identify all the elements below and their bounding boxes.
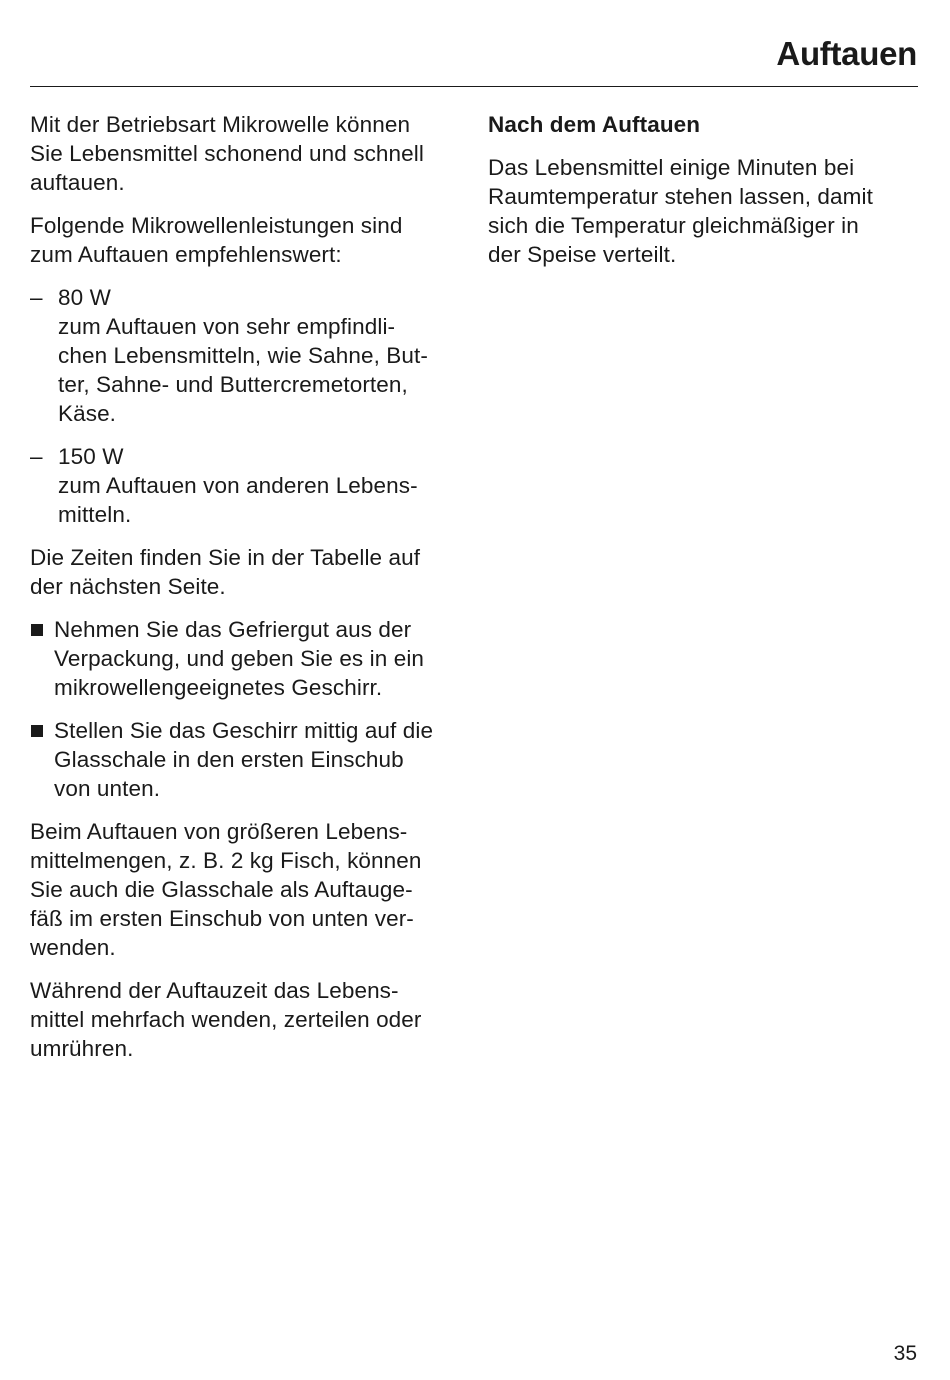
text-line: fäß im ersten Einschub von unten ver- [30,906,414,931]
text-line: Verpackung, und geben Sie es in ein [54,646,425,671]
text-line: mikrowellengeeignetes Geschirr. [54,675,383,700]
intro-paragraph [30,110,470,197]
section-heading: Nach dem Auftauen [488,112,701,137]
text-line: Glasschale in den ersten Einschub [54,747,404,772]
after-thawing-paragraph [488,153,908,269]
text-line: Das Lebensmittel einige Minuten bei [488,155,855,180]
text-line: Sie auch die Glasschale als Auftauge- [30,877,413,902]
power-item-150w [30,442,470,529]
text-line: von unten. [54,776,161,801]
page-title: Auftauen [776,35,917,72]
square-bullet-icon [31,725,43,737]
large-quantities-paragraph [30,817,470,962]
text-line: Folgende Mikrowellenleistungen sind [30,213,403,238]
instruction-step [30,716,470,803]
text-line: Mit der Betriebsart Mikrowelle können [30,112,411,137]
dash-marker: – [30,285,43,310]
text-line: Während der Auftauzeit das Lebens- [30,978,399,1003]
text-line: Stellen Sie das Geschirr mittig auf die [54,718,434,743]
text-line: ter, Sahne- und Buttercremetorten, [58,372,408,397]
square-bullet-icon [31,624,43,636]
text-line: Käse. [58,401,117,426]
power-value: 150 W [58,444,124,469]
left-column [30,110,470,1077]
turning-paragraph [30,976,470,1063]
text-line: der nächsten Seite. [30,574,226,599]
text-line: mittelmengen, z. B. 2 kg Fisch, können [30,848,422,873]
text-line: umrühren. [30,1036,134,1061]
power-item-80w [30,283,470,428]
times-note-paragraph [30,543,470,601]
power-value: 80 W [58,285,111,310]
right-column [488,110,908,283]
text-line: wenden. [30,935,116,960]
text-line: mittel mehrfach wenden, zerteilen oder [30,1007,422,1032]
text-line: Beim Auftauen von größeren Lebens- [30,819,408,844]
text-line: zum Auftauen von sehr empfindli- [58,314,396,339]
text-line: Sie Lebensmittel schonend und schnell [30,141,424,166]
text-line: chen Lebensmitteln, wie Sahne, But- [58,343,428,368]
text-line: Raumtemperatur stehen lassen, damit [488,184,873,209]
text-line: zum Auftauen empfehlenswert: [30,242,342,267]
text-line: der Speise verteilt. [488,242,677,267]
text-line: sich die Temperatur gleichmäßiger in [488,213,859,238]
recommendation-paragraph [30,211,470,269]
text-line: auftauen. [30,170,125,195]
dash-marker: – [30,444,43,469]
text-line: Nehmen Sie das Gefriergut aus der [54,617,412,642]
title-divider [30,86,918,87]
text-line: Die Zeiten finden Sie in der Tabelle auf [30,545,421,570]
page-number: 35 [893,1342,917,1365]
text-line: mitteln. [58,502,132,527]
instruction-step [30,615,470,702]
text-line: zum Auftauen von anderen Lebens- [58,473,418,498]
